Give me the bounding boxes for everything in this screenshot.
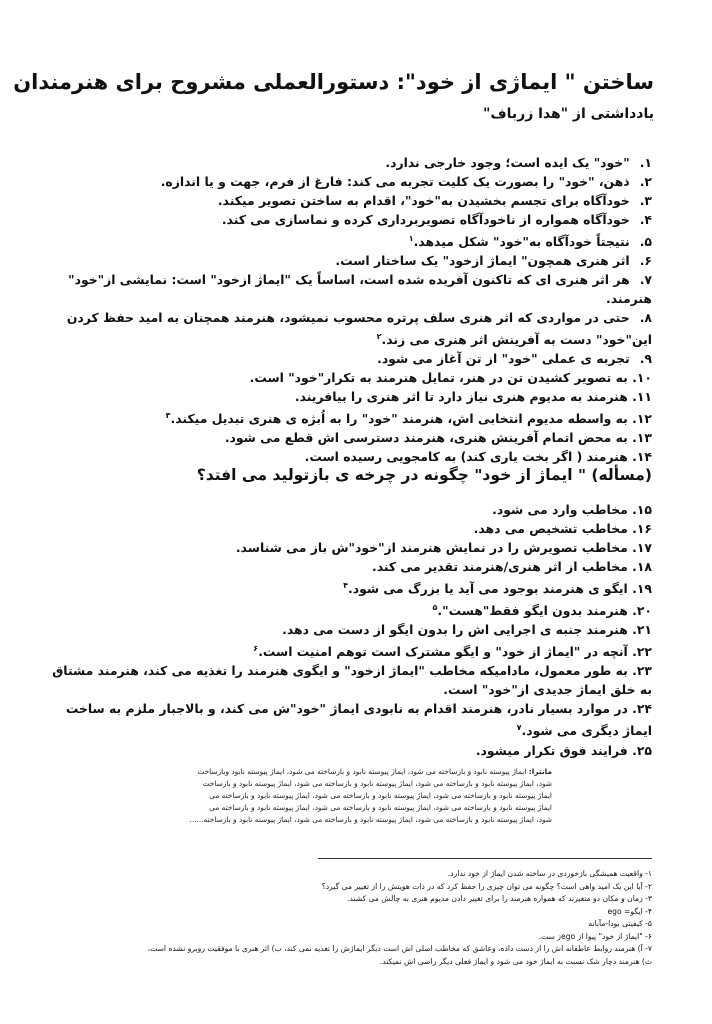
- footnote-marker: ۲: [376, 332, 382, 342]
- list-item: [52, 519, 652, 538]
- item-text: اثر هنری همچون" ایماژ ازخود" یک ساختار است.: [335, 253, 630, 269]
- list-item: [52, 699, 652, 740]
- item-number: ۱۸.: [632, 559, 652, 574]
- mantra-text: شود، ایماژ پیوسته نابود و بازساخته می شود، ایماژ پیوسته نابود و بازساخته می شود، ایماژ پیوسته نابود و بازساخت: [202, 779, 552, 788]
- item-text: هنرمند به مدیوم هنری نیاز دارد تا اثر هنری را بیافریند.: [294, 389, 628, 405]
- mantra-text: ایماژ پیوسته نابود و بازساخته می شود، ایماژ پیوسته نابود و بازساخته می شود، ایماژ پیوسته نابود وبازساخت: [197, 767, 527, 776]
- item-number: ۲۵.: [632, 742, 652, 758]
- mantra-lines: [122, 766, 552, 826]
- mantra-line: [122, 766, 552, 778]
- item-text: "خود" یک ایده است؛ وجود خارجی ندارد.: [385, 155, 630, 170]
- list-item: [52, 191, 652, 210]
- item-text: هر اثر هنری ای که تاکنون آفریده شده است، اساساً یک "ایماژ ازخود" است: نمایشی از"خود" هنرمند.: [68, 272, 652, 307]
- item-number: ۱۱.: [632, 389, 652, 405]
- item-number: ۱۴.: [632, 449, 652, 465]
- item-text: تجربه ی عملی "خود" از تن آغاز می شود.: [377, 351, 630, 367]
- list-item: [52, 538, 652, 557]
- footnote-marker: ۳: [165, 411, 171, 421]
- item-number: ۱۷.: [632, 540, 652, 555]
- list-item: [52, 368, 652, 387]
- list-item: [52, 661, 652, 699]
- item-text: در موارد بسیار نادر، هنرمند اقدام به نابودی ایماژ "خود"ش می کند، و بالاجبار ملزم به ساخت ایماژ دیگری می شود.: [65, 701, 652, 739]
- list-item: [52, 741, 652, 760]
- item-text: هنرمند جنبه ی اجرایی اش را بدون ایگو از دست می دهد.: [282, 622, 628, 638]
- footnote-marker: ۱: [408, 234, 414, 243]
- item-text: هنرمند ( اگر بخت یاری کند) به کامجویی رسیده است.: [304, 449, 628, 465]
- list-item: [52, 210, 652, 229]
- item-text: حتی در مواردی که اثر هنری سلف پرتره محسوب نمیشود، هنرمند همچنان به امید حفظ کردن این"خود" دست به آفرینش اثر هنری می زند.: [66, 310, 652, 348]
- list-item: [52, 172, 652, 191]
- item-number: ۲۴.: [632, 701, 652, 717]
- list-item: [52, 229, 652, 251]
- list-item: [52, 349, 652, 368]
- mantra-line: [122, 814, 552, 826]
- item-number: ۱۶.: [632, 521, 652, 536]
- mantra-label: مانترا:: [528, 767, 552, 776]
- mantra-block: [122, 766, 552, 826]
- list-item: [52, 251, 652, 270]
- list-item: [52, 428, 652, 447]
- list-item: [52, 153, 652, 172]
- mantra-text: شود، ایماژ پیوسته نابود و بازساخته می شود، ایماژ پیوسته نابود و بازساخته می شود، ایماژ پیوسته نابود و بازساخته......: [189, 815, 552, 824]
- item-number: ۱۲.: [632, 411, 652, 427]
- item-text: مخاطب تصویرش را در نمایش هنرمند از"خود"ش باز می شناسد.: [235, 540, 628, 555]
- mantra-line: [122, 802, 552, 814]
- list-item: [52, 308, 652, 349]
- item-number: ۲۲.: [632, 644, 652, 660]
- item-number: ۱.: [639, 155, 652, 170]
- item-number: ۲.: [639, 174, 652, 189]
- list-item: [52, 598, 652, 620]
- mantra-text: ایماژ پیوسته نابود و بازساخته می شود، ایماژ پیوسته نابود و بازساخته می شود، ایماژ پیوسته نابود و بازساخته می: [209, 803, 552, 812]
- footnote-divider: [318, 858, 652, 859]
- item-number: ۱۳.: [632, 430, 652, 446]
- item-text: به تصویر کشیدن تن در هنر، تمایل هنرمند به تکرار"خود" است.: [249, 370, 628, 386]
- item-text: ذهن، "خود" را بصورت یک کلیت تجربه می کند: فارغ از فرم، جهت و یا اندازه.: [160, 174, 630, 189]
- footnote-marker: ۷: [516, 723, 522, 733]
- list-item: [52, 620, 652, 639]
- footnote-marker: ۴: [343, 581, 349, 590]
- footnote: ۳- زمان و مکان دو متغیرند که همواره هنرمند را برای تغییر دادن مدیوم هنری به چالش می کشند.: [347, 894, 652, 903]
- item-number: ۸.: [639, 310, 652, 326]
- mantra-line: [122, 778, 552, 790]
- mantra-text: ایماژ پیوسته نابود و بازساخته می شود، ایماژ پیوسته نابود و بازساخته می شود، ایماژ پیوسته نابود و بازساخته می: [209, 791, 552, 800]
- item-text: به واسطه مدیوم انتخابی اش، هنرمند "خود" را به اُبژه ی هنری تبدیل میکند.: [170, 411, 628, 427]
- item-number: ۲۱.: [632, 622, 652, 638]
- list-item: [52, 447, 652, 466]
- list-item: [52, 500, 652, 519]
- list-item: [52, 557, 652, 576]
- footnote: ۷- آ) هنرمند روابط عاطفانه اش را از دست داده، وعاشق که مخاطب اصلی اش است دیگر ایماژش را تغذیه نمی کند، ب) اثر هنری با موفقیت روبرو نشده است،: [147, 944, 652, 953]
- item-text: خودآگاه برای تجسم بخشیدن به"خود"، اقدام به ساختن تصویر میکند.: [217, 193, 630, 208]
- item-text: به طور معمول، مادامیکه مخاطب "ایماژ ازخود" و ایگوی هنرمند را تغذیه می کند، هنرمند مشتاق به خلق ایماژ جدیدی از"خود" است.: [52, 663, 652, 698]
- item-text: فرایند فوق تکرار میشود.: [475, 742, 628, 758]
- item-number: ۹.: [639, 351, 652, 367]
- item-number: ۴.: [639, 212, 652, 227]
- footnotes: [52, 868, 652, 968]
- numbered-list-part-1: [52, 153, 652, 466]
- numbered-list-part-2: [52, 500, 652, 760]
- list-item: [52, 387, 652, 406]
- item-text: مخاطب وارد می شود.: [492, 502, 628, 517]
- item-number: ۲۳.: [632, 663, 652, 679]
- section-heading: (مسأله) " ایماژ از خود" چگونه در چرخه ی بازتولید می افتد؟: [196, 466, 652, 484]
- footnote-marker: ۶: [253, 644, 259, 654]
- item-text: خودآگاه همواره از ناخودآگاه تصویربرداری کرده و نماسازی می کند.: [221, 212, 630, 227]
- footnote: ۶- "ایماژ از خود" پیوا از egoز ست.: [538, 931, 652, 941]
- item-number: ۵.: [639, 234, 652, 250]
- list-item: [52, 406, 652, 428]
- item-number: ۱۰.: [632, 370, 652, 386]
- item-number: ۷.: [639, 272, 652, 288]
- footnote: ۴- ایگو= ego: [607, 906, 652, 916]
- document-title: ساختن " ایماژی از خود": دستورالعملی مشروح برای هنرمندان: [13, 70, 654, 94]
- list-item: [52, 270, 652, 308]
- footnote: ث) هنرمند دچار شک نسبت به ایماژ خود می شود و ایماژ فعلی دیگر راضی اش نمیکند.: [379, 956, 652, 966]
- item-text: نتیجتاً خودآگاه به"خود" شکل میدهد.: [413, 234, 630, 250]
- item-text: مخاطب از اثر هنری/هنرمند تقدیر می کند.: [371, 559, 628, 574]
- item-text: به محض اتمام آفرینش هنری، هنرمند دسترسی اش قطع می شود.: [224, 430, 628, 446]
- item-text: هنرمند بدون ایگو فقط"هست".: [437, 603, 628, 619]
- footnote: ۵- کیفیتی بودا-مآبانه: [588, 919, 652, 928]
- list-item: [52, 576, 652, 598]
- item-number: ۱۵.: [632, 502, 652, 517]
- item-text: مخاطب تشخیص می دهد.: [473, 521, 628, 536]
- item-text: ایگو ی هنرمند بوجود می آید یا بزرگ می شود.: [348, 581, 628, 597]
- footnote: ۲- آیا این یک امید واهی است؟ چگونه می توان چیزی را حفظ کرد که در ذات هویتش را از تغییر می گیرد؟: [321, 881, 652, 891]
- item-number: ۶.: [639, 253, 652, 269]
- footnote-marker: ۵: [432, 603, 438, 613]
- document-subtitle: یادداشتی از "هدا زرباف": [483, 106, 654, 122]
- item-text: آنچه در "ایماژ از خود" و ایگو مشترک است توهم امنیت است.: [258, 644, 628, 660]
- mantra-line: [122, 790, 552, 802]
- list-item: [52, 639, 652, 661]
- item-number: ۳.: [639, 193, 652, 208]
- footnote: ۱- واقعیت همیشگی بازخوردی در ساخته شدن ایماژ از خود ندارد.: [447, 869, 652, 878]
- item-number: ۲۰.: [632, 603, 652, 619]
- item-number: ۱۹.: [632, 581, 652, 597]
